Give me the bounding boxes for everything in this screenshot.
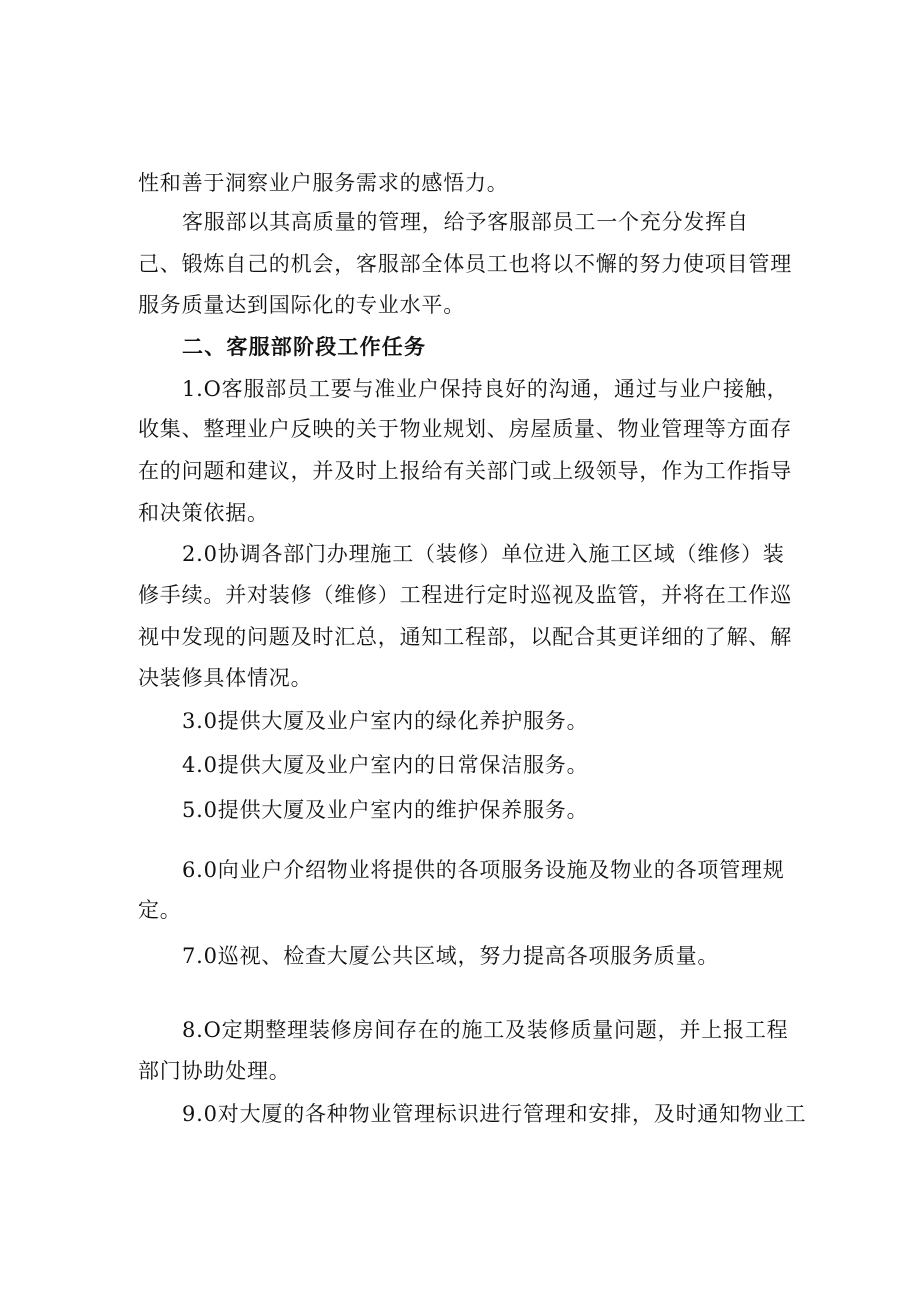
text-line: 在的问题和建议，并及时上报给有关部门或上级领导，作为工作指导 bbox=[138, 459, 792, 483]
section-heading: 二、客服部阶段工作任务 bbox=[182, 334, 427, 359]
text-line: 9.0对大厦的各种物业管理标识进行管理和安排，及时通知物业工 bbox=[182, 1102, 807, 1126]
text-line: 4.0提供大厦及业户室内的日常保洁服务。 bbox=[182, 753, 589, 777]
text-line: 部门协助处理。 bbox=[138, 1059, 291, 1083]
text-line: 定。 bbox=[138, 898, 182, 922]
text-line: 收集、整理业户反映的关于物业规划、房屋质量、物业管理等方面存 bbox=[138, 417, 792, 441]
text-line: 1.O客服部员工要与准业户保持良好的沟通，通过与业户接触， bbox=[182, 377, 789, 401]
text-line: 5.0提供大厦及业户室内的维护保养服务。 bbox=[182, 798, 589, 822]
text-line: 8.O定期整理装修房间存在的施工及装修质量问题，并上报工程 bbox=[182, 1018, 789, 1042]
text-line: 和决策依据。 bbox=[138, 501, 269, 525]
text-line: 服务质量达到国际化的专业水平。 bbox=[138, 293, 465, 317]
text-line: 性和善于洞察业户服务需求的感悟力。 bbox=[138, 171, 509, 195]
text-line: 6.0向业户介绍物业将提供的各项服务设施及物业的各项管理规 bbox=[182, 858, 785, 882]
text-line: 2.0协调各部门办理施工（装修）单位进入施工区域（维修）装 bbox=[182, 542, 785, 566]
text-line: 己、锻炼自己的机会，客服部全体员工也将以不懈的努力使项目管理 bbox=[138, 252, 792, 276]
text-line: 修手续。并对装修（维修）工程进行定时巡视及监管，并将在工作巡 bbox=[138, 583, 792, 607]
text-line: 客服部以其高质量的管理，给予客服部员工一个充分发挥自 bbox=[182, 210, 749, 234]
text-line: 3.0提供大厦及业户室内的绿化养护服务。 bbox=[182, 709, 589, 733]
text-line: 视中发现的问题及时汇总，通知工程部，以配合其更详细的了解、解 bbox=[138, 625, 792, 649]
text-line: 决装修具体情况。 bbox=[138, 666, 313, 690]
text-line: 7.0巡视、检查大厦公共区域，努力提高各项服务质量。 bbox=[182, 944, 720, 968]
